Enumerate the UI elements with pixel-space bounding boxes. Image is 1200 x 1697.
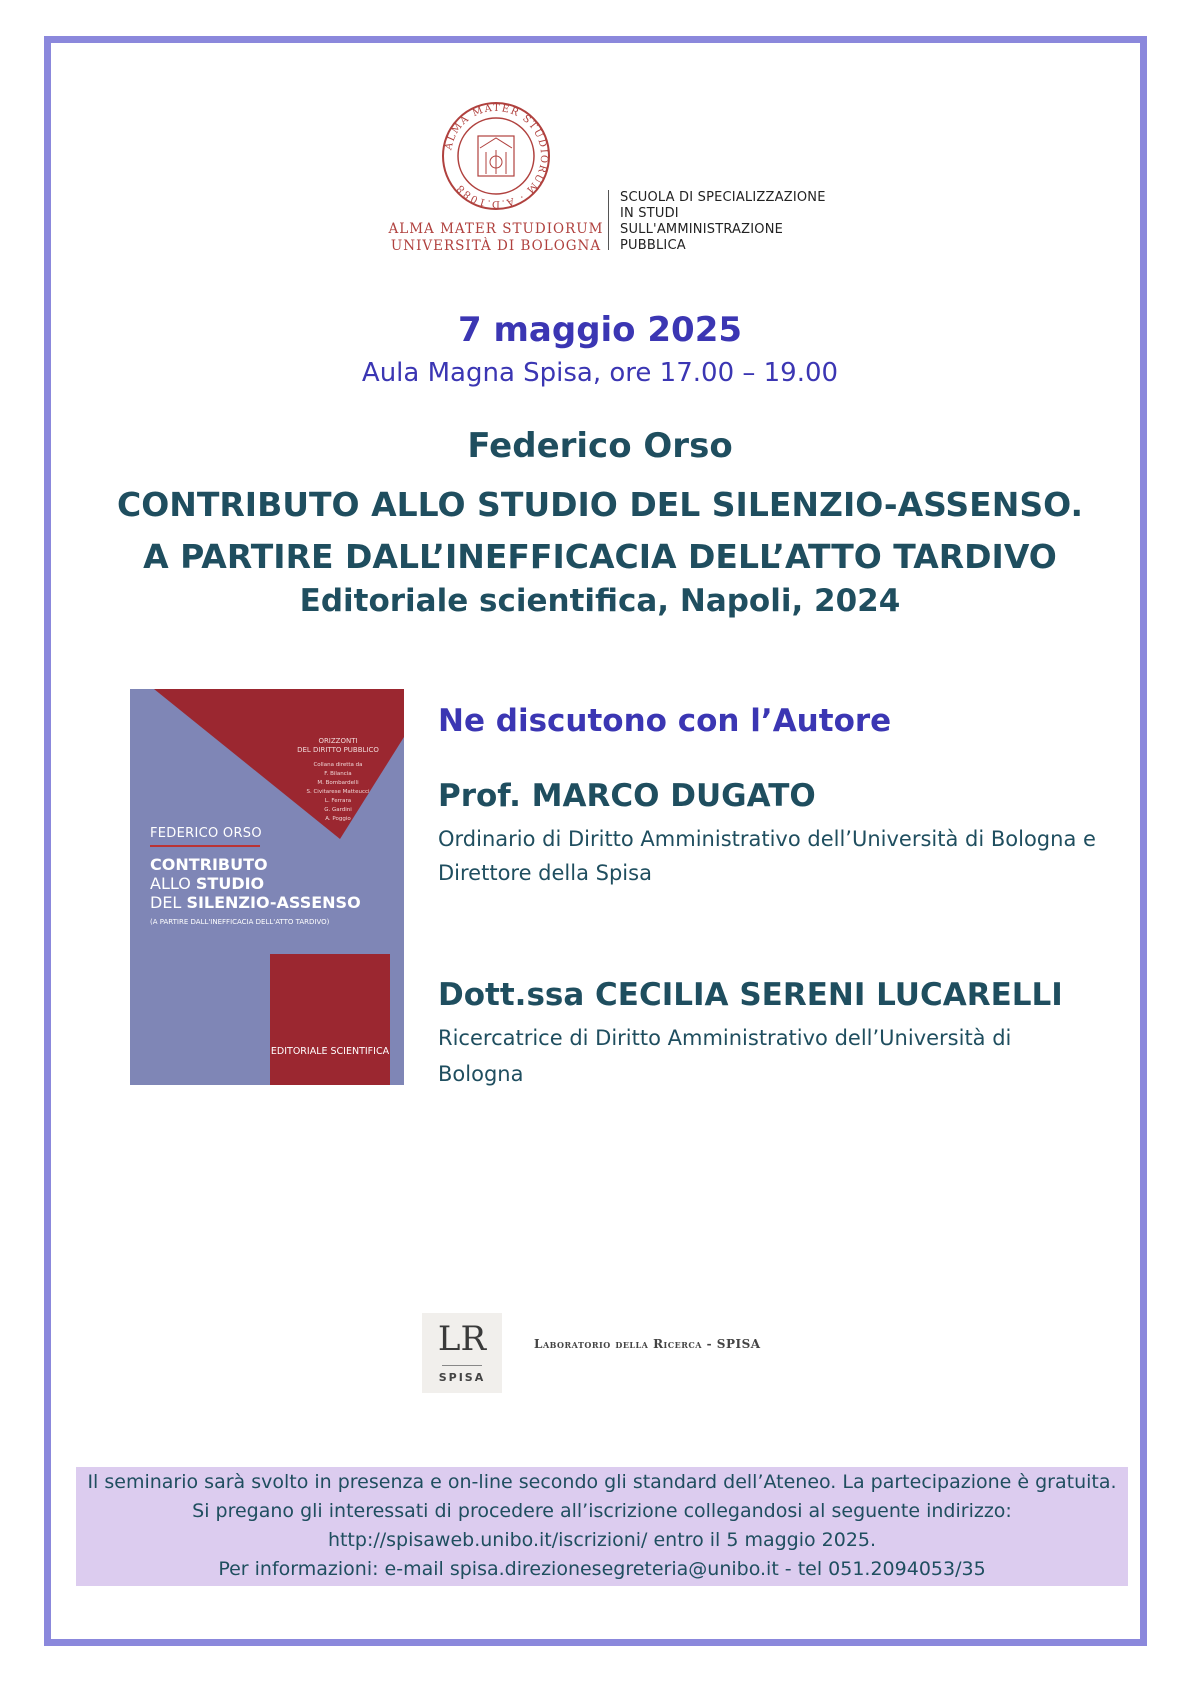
cover-title	[150, 855, 361, 912]
cover-rule	[150, 845, 260, 847]
lab-name: Laboratorio della Ricerca - SPISA	[534, 1337, 761, 1351]
footer-line: Il seminario sarà svolto in presenza e on-line secondo gli standard dell’Ateneo. La partecipazione è gratuita.	[87, 1471, 1117, 1493]
speaker-name: Dott.ssa CECILIA SERENI LUCARELLI	[438, 977, 1063, 1013]
cover-title-part: DEL	[150, 893, 187, 912]
school-name	[620, 190, 826, 254]
cover-series-line: DEL DIRITTO PUBBLICO	[297, 746, 379, 754]
book-publisher: Editoriale scientifica, Napoli, 2024	[299, 583, 901, 619]
cover-title-part: SILENZIO-ASSENSO	[186, 893, 361, 912]
cover-series-editor: L. Ferrara	[324, 798, 352, 804]
school-line: SCUOLA DI SPECIALIZZAZIONE	[620, 190, 826, 205]
speaker-role-line: Ricercatrice di Diritto Amministrativo dell’Università di	[438, 1026, 1012, 1050]
cover-series-editor: M. Bombardelli	[317, 780, 359, 786]
university-seal-icon	[440, 100, 552, 212]
cover-red-box	[270, 954, 390, 1085]
cover-series-editor: F. Bilancia	[324, 771, 352, 777]
cover-title-part: STUDIO	[195, 874, 265, 893]
book-cover-image	[130, 689, 404, 1085]
lr-logo	[422, 1313, 502, 1393]
event-date: 7 maggio 2025	[457, 310, 743, 350]
cover-author: FEDERICO ORSO	[150, 826, 262, 841]
school-line: SULL'AMMINISTRAZIONE	[620, 222, 784, 237]
speaker-role-line: Bologna	[438, 1062, 524, 1086]
cover-series-editor: G. Gardini	[324, 807, 352, 813]
cover-subtitle: (A PARTIRE DALL'INEFFICACIA DELL'ATTO TARDIVO)	[150, 918, 330, 926]
cover-title-part: CONTRIBUTO	[150, 855, 268, 874]
cover-series-editor: A. Poggio	[325, 816, 351, 822]
lr-logo-letters: LR	[437, 1319, 487, 1359]
footer-registration-link[interactable]: http://spisaweb.unibo.it/iscrizioni/ entro il 5 maggio 2025.	[327, 1529, 877, 1551]
speaker-role	[438, 1020, 1058, 1092]
footer-info-box	[76, 1467, 1128, 1586]
header-divider	[608, 190, 609, 250]
lr-logo-spisa: SPISA	[438, 1371, 486, 1384]
school-line: IN STUDI	[620, 206, 679, 221]
cover-series	[278, 737, 398, 824]
cover-title-part: ALLO	[150, 874, 196, 893]
university-line-2: UNIVERSITÀ DI BOLOGNA	[390, 238, 602, 254]
cover-publisher: EDITORIALE SCIENTIFICA	[270, 1046, 390, 1057]
book-title-line: CONTRIBUTO ALLO STUDIO DEL SILENZIO-ASSENSO.	[117, 485, 1083, 524]
book-title	[0, 479, 1200, 583]
event-place: Aula Magna Spisa, ore 17.00 – 19.00	[361, 358, 839, 388]
book-author: Federico Orso	[467, 426, 733, 466]
university-line-1: ALMA MATER STUDIORUM	[388, 221, 604, 237]
university-name	[388, 221, 604, 255]
speaker-role-line: Direttore della Spisa	[438, 861, 652, 885]
cover-series-editor: S. Civitarese Matteucci	[306, 789, 370, 795]
lr-logo-rule	[442, 1365, 482, 1366]
school-line: PUBBLICA	[620, 238, 686, 253]
cover-series-editor: Collana diretta da	[313, 762, 363, 768]
svg-text:ALMA MATER STUDIORUM · A.D.108: ALMA MATER STUDIORUM · A.D.1088	[443, 102, 550, 210]
footer-contact[interactable]: Per informazioni: e-mail spisa.direzionesegreteria@unibo.it - tel 051.2094053/35	[218, 1558, 986, 1580]
speaker-name: Prof. MARCO DUGATO	[438, 778, 816, 814]
footer-line: Si pregano gli interessati di procedere all’iscrizione collegandosi al seguente indirizzo:	[192, 1500, 1012, 1522]
speaker-role-line: Ordinario di Diritto Amministrativo dell’Università di Bologna e	[438, 827, 1096, 851]
speaker-role	[438, 822, 1128, 890]
cover-series-line: ORIZZONTI	[318, 737, 358, 745]
discussion-heading: Ne discutono con l’Autore	[438, 703, 892, 739]
book-title-line: A PARTIRE DALL’INEFFICACIA DELL’ATTO TARDIVO	[143, 537, 1057, 576]
